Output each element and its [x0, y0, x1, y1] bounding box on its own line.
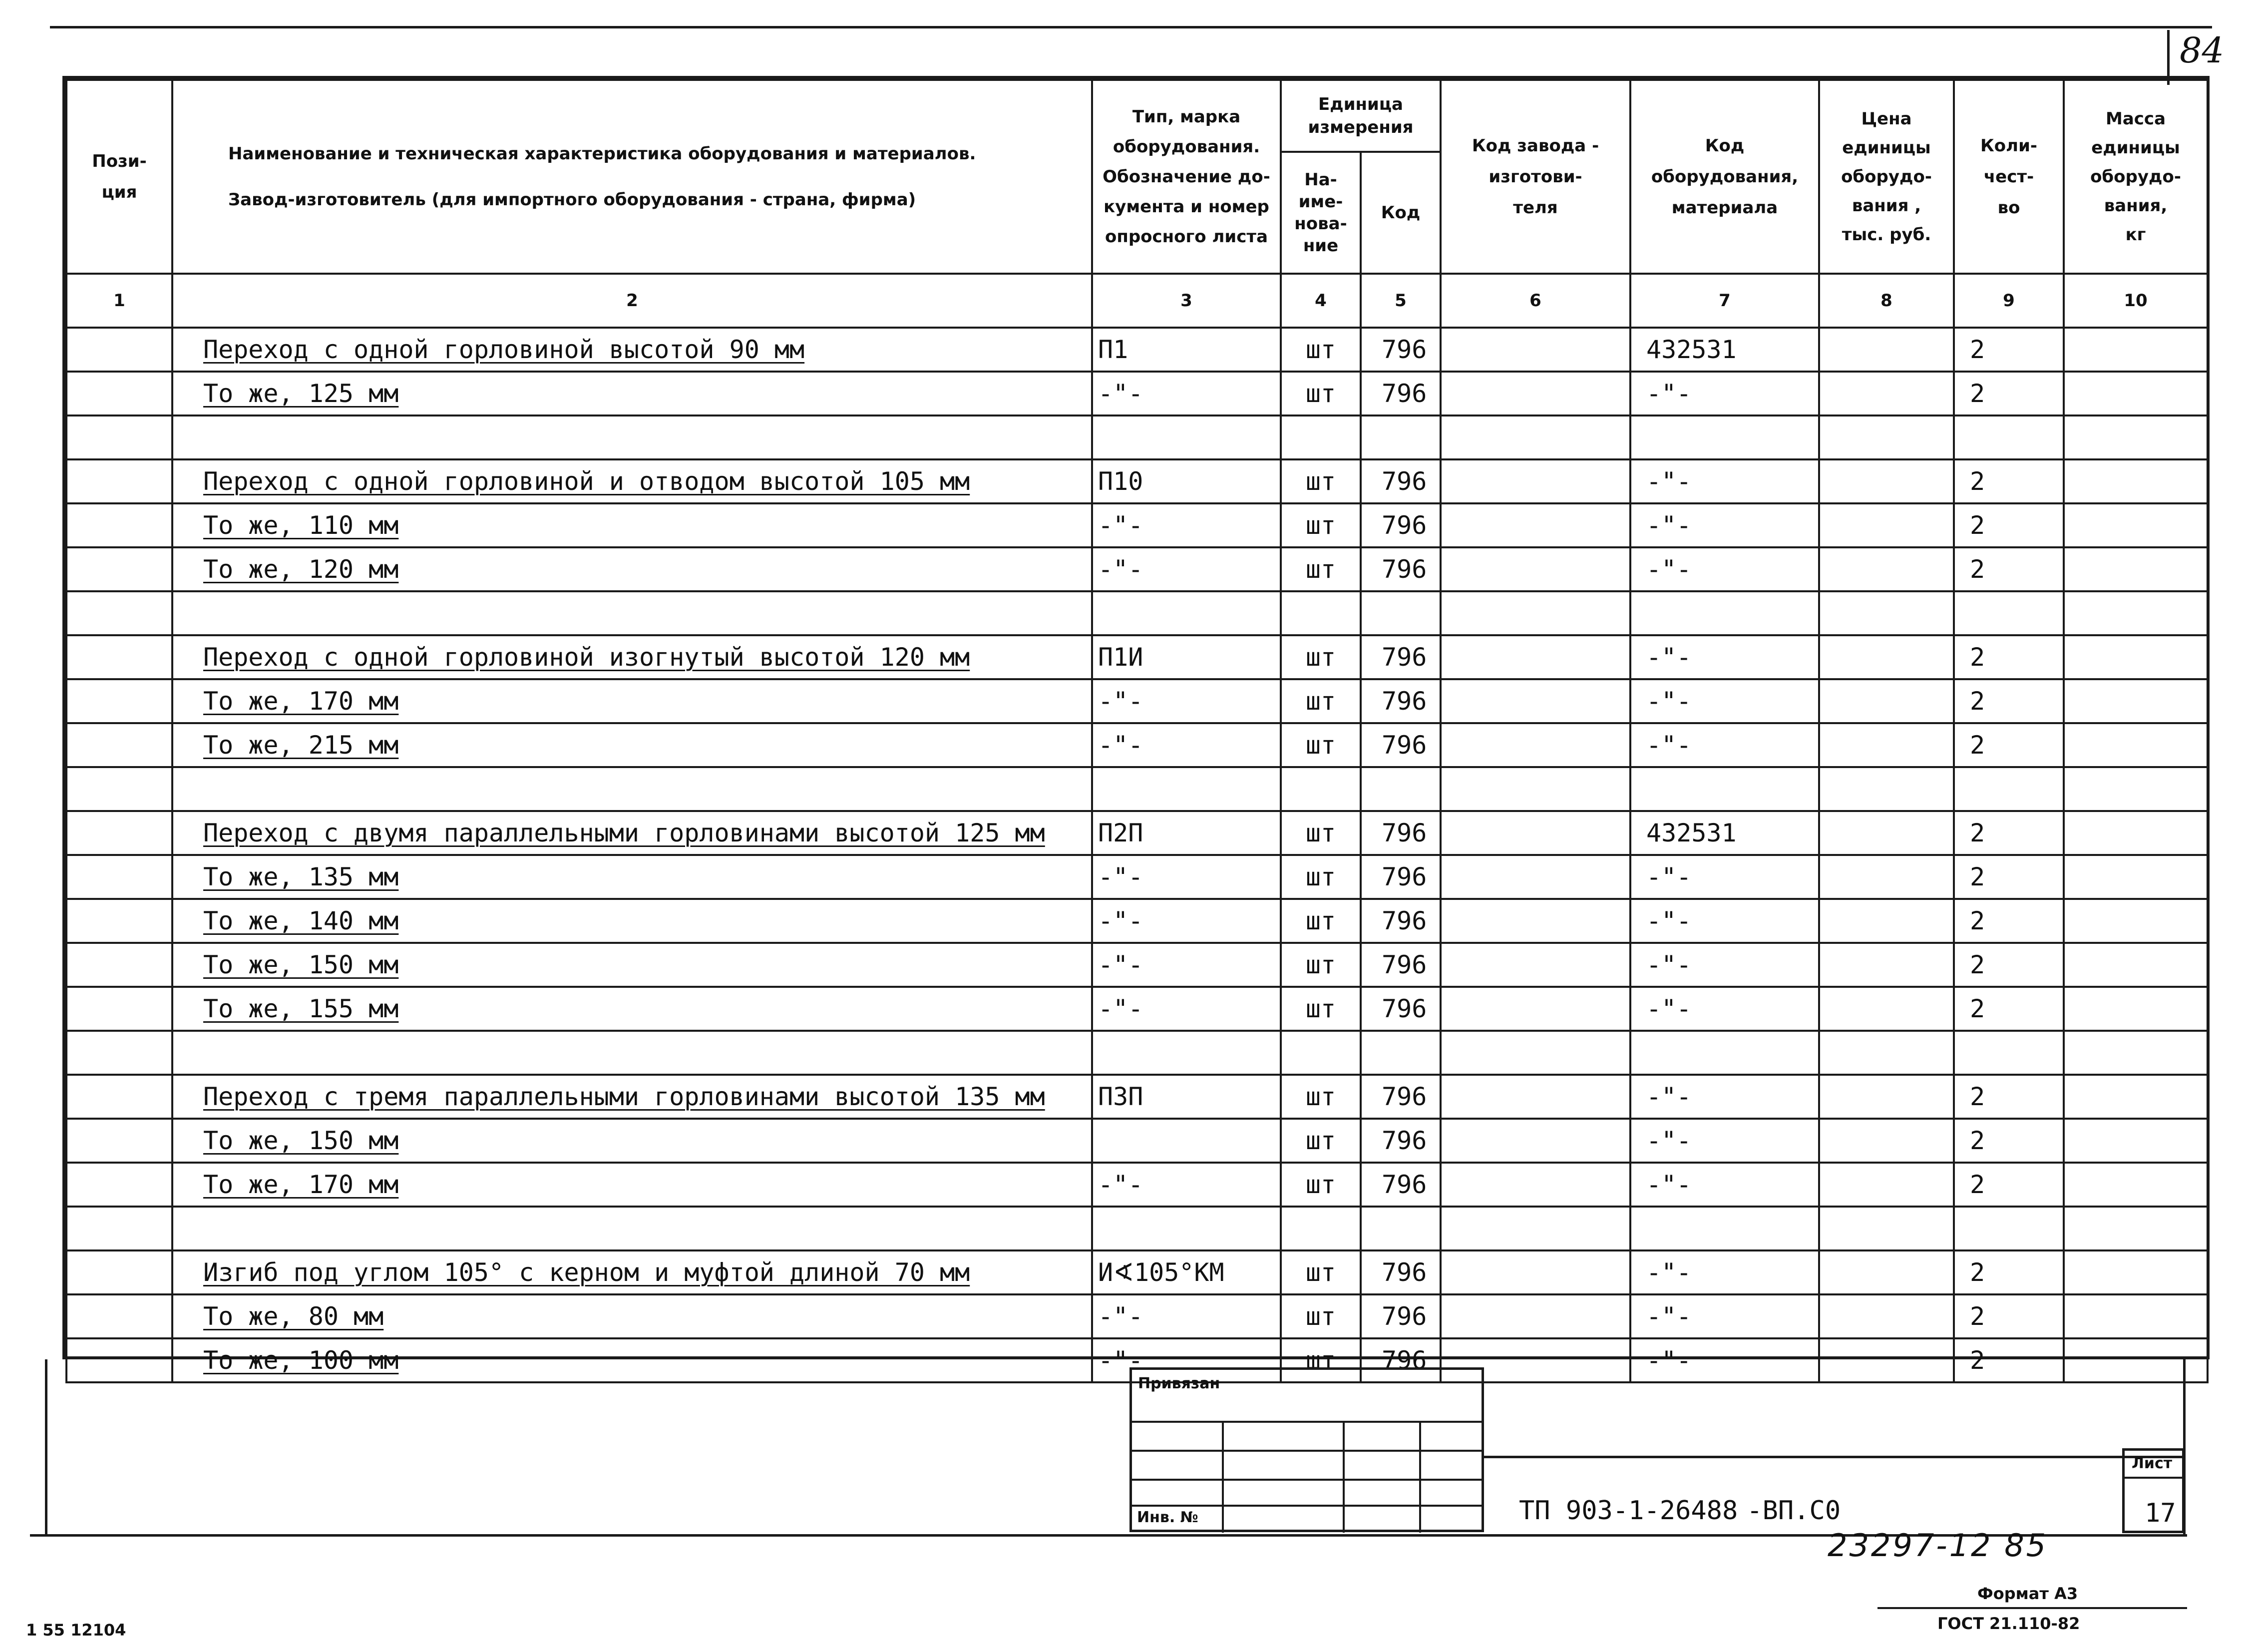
- cell-mass: [2064, 767, 2208, 811]
- cell-type: -"-: [1092, 1294, 1281, 1338]
- cell-quantity: 2: [1954, 1075, 2064, 1119]
- cell-maker-code: [1441, 1207, 1630, 1250]
- cell-type: П1: [1092, 328, 1281, 372]
- header-name: Наименование и техническая характеристика оборудования и материалов. Завод-изготовитель (для импортного оборудования - страна, фирма): [172, 80, 1092, 274]
- cell-name: То же, 150 мм: [172, 1119, 1092, 1163]
- cell-quantity: 2: [1954, 943, 2064, 987]
- cell-quantity: 2: [1954, 1250, 2064, 1294]
- cell-unit: шт: [1281, 943, 1361, 987]
- cell-unit-code: 796: [1361, 547, 1441, 591]
- cell-maker-code: [1441, 328, 1630, 372]
- header-unit-name: На- име- нова- ние: [1281, 152, 1361, 274]
- cell-unit: шт: [1281, 547, 1361, 591]
- cell-quantity: 2: [1954, 547, 2064, 591]
- table-row: [66, 635, 2208, 679]
- cell-price: [1819, 679, 1954, 723]
- cell-maker-code: [1441, 987, 1630, 1031]
- cell-unit: шт: [1281, 899, 1361, 943]
- cell-position: [66, 1250, 172, 1294]
- table-row: [66, 679, 2208, 723]
- cell-price: [1819, 723, 1954, 767]
- cell-type: [1092, 1207, 1281, 1250]
- cell-name: То же, 135 мм: [172, 855, 1092, 899]
- cell-type: [1092, 1031, 1281, 1075]
- cell-price: [1819, 503, 1954, 547]
- cell-type: -"-: [1092, 855, 1281, 899]
- sheet-number-box: [2122, 1448, 2185, 1533]
- cell-position: [66, 1207, 172, 1250]
- cell-quantity: 2: [1954, 899, 2064, 943]
- cell-unit: шт: [1281, 723, 1361, 767]
- cell-maker-code: [1441, 1031, 1630, 1075]
- cell-mass: [2064, 1250, 2208, 1294]
- cell-type: П10: [1092, 459, 1281, 503]
- cell-quantity: [1954, 767, 2064, 811]
- cell-name: То же, 80 мм: [172, 1294, 1092, 1338]
- cell-unit-code: 796: [1361, 1294, 1441, 1338]
- cell-mass: [2064, 899, 2208, 943]
- cell-maker-code: [1441, 1250, 1630, 1294]
- cell-unit-code: 796: [1361, 503, 1441, 547]
- cell-name: То же, 155 мм: [172, 987, 1092, 1031]
- cell-maker-code: [1441, 679, 1630, 723]
- cell-maker-code: [1441, 1075, 1630, 1119]
- cell-unit-code: 796: [1361, 1119, 1441, 1163]
- cell-type: -"-: [1092, 943, 1281, 987]
- cell-price: [1819, 547, 1954, 591]
- cell-price: [1819, 415, 1954, 459]
- table-row: [66, 459, 2208, 503]
- header-unit-code: Код: [1361, 152, 1441, 274]
- format-label: Формат А3: [1977, 1584, 2078, 1603]
- cell-unit: шт: [1281, 811, 1361, 855]
- cell-unit-code: [1361, 1031, 1441, 1075]
- cell-position: [66, 1294, 172, 1338]
- stamp-inventory-label: Инв. №: [1137, 1509, 1198, 1526]
- cell-name: То же, 110 мм: [172, 503, 1092, 547]
- blank-row: [66, 415, 2208, 459]
- cell-quantity: 2: [1954, 459, 2064, 503]
- cell-quantity: 2: [1954, 1338, 2064, 1382]
- cell-mass: [2064, 987, 2208, 1031]
- cell-unit: шт: [1281, 1075, 1361, 1119]
- cell-quantity: [1954, 415, 2064, 459]
- cell-position: [66, 415, 172, 459]
- cell-maker-code: [1441, 1163, 1630, 1207]
- table-row: [66, 1250, 2208, 1294]
- format-rule: [1877, 1607, 2187, 1609]
- cell-name: Переход с одной горловиной изогнутый высотой 120 мм: [172, 635, 1092, 679]
- cell-name: То же, 140 мм: [172, 899, 1092, 943]
- cell-unit: [1281, 767, 1361, 811]
- cell-quantity: [1954, 1207, 2064, 1250]
- cell-unit-code: 796: [1361, 679, 1441, 723]
- cell-type: -"-: [1092, 679, 1281, 723]
- cell-type: П2П: [1092, 811, 1281, 855]
- table-row: [66, 855, 2208, 899]
- cell-unit-code: [1361, 767, 1441, 811]
- header-mass: Масса единицы оборудо- вания, кг: [2064, 80, 2208, 274]
- cell-mass: [2064, 591, 2208, 635]
- cell-position: [66, 723, 172, 767]
- cell-unit-code: [1361, 415, 1441, 459]
- approval-stamp: [1129, 1367, 1484, 1532]
- cell-name: То же, 150 мм: [172, 943, 1092, 987]
- cell-unit-code: 796: [1361, 987, 1441, 1031]
- blank-row: [66, 1207, 2208, 1250]
- cell-unit: шт: [1281, 635, 1361, 679]
- cell-quantity: 2: [1954, 987, 2064, 1031]
- cell-maker-code: [1441, 767, 1630, 811]
- cell-mass: [2064, 723, 2208, 767]
- table-row: [66, 987, 2208, 1031]
- cell-quantity: 2: [1954, 723, 2064, 767]
- cell-name: Переход с одной горловиной высотой 90 мм: [172, 328, 1092, 372]
- cell-quantity: 2: [1954, 503, 2064, 547]
- cell-unit-code: 796: [1361, 811, 1441, 855]
- cell-equipment-code: -"-: [1630, 547, 1819, 591]
- cell-maker-code: [1441, 723, 1630, 767]
- cell-unit-code: 796: [1361, 635, 1441, 679]
- cell-price: [1819, 459, 1954, 503]
- cell-price: [1819, 1338, 1954, 1382]
- cell-type: -"-: [1092, 503, 1281, 547]
- cell-maker-code: [1441, 372, 1630, 415]
- cell-mass: [2064, 811, 2208, 855]
- cell-price: [1819, 635, 1954, 679]
- cell-type: -"-: [1092, 899, 1281, 943]
- cell-mass: [2064, 1075, 2208, 1119]
- cell-equipment-code: -"-: [1630, 1075, 1819, 1119]
- cell-name: То же, 100 мм: [172, 1338, 1092, 1382]
- cell-mass: [2064, 547, 2208, 591]
- cell-name: Изгиб под углом 105° с керном и муфтой длиной 70 мм: [172, 1250, 1092, 1294]
- cell-name: [172, 1031, 1092, 1075]
- cell-type: П1И: [1092, 635, 1281, 679]
- cell-maker-code: [1441, 855, 1630, 899]
- cell-mass: [2064, 1163, 2208, 1207]
- cell-price: [1819, 328, 1954, 372]
- page-number: 84: [2167, 30, 2230, 85]
- cell-name: То же, 215 мм: [172, 723, 1092, 767]
- cell-position: [66, 811, 172, 855]
- cell-position: [66, 372, 172, 415]
- handwritten-number: 23297-12 85: [1828, 1527, 2048, 1564]
- specification-table: [62, 76, 2210, 1375]
- cell-equipment-code: -"-: [1630, 1163, 1819, 1207]
- cell-equipment-code: [1630, 1031, 1819, 1075]
- cell-price: [1819, 1031, 1954, 1075]
- cell-position: [66, 1075, 172, 1119]
- cell-unit: [1281, 1207, 1361, 1250]
- cell-name: Переход с тремя параллельными горловинами высотой 135 мм: [172, 1075, 1092, 1119]
- cell-unit: шт: [1281, 1250, 1361, 1294]
- cell-type: -"-: [1092, 547, 1281, 591]
- cell-price: [1819, 1250, 1954, 1294]
- cell-quantity: 2: [1954, 1294, 2064, 1338]
- table-row: [66, 811, 2208, 855]
- cell-mass: [2064, 1207, 2208, 1250]
- cell-mass: [2064, 459, 2208, 503]
- cell-type: И∢105°КМ: [1092, 1250, 1281, 1294]
- cell-unit: шт: [1281, 372, 1361, 415]
- cell-price: [1819, 1119, 1954, 1163]
- cell-equipment-code: -"-: [1630, 635, 1819, 679]
- table-row: [66, 328, 2208, 372]
- cell-quantity: [1954, 1031, 2064, 1075]
- cell-position: [66, 1338, 172, 1382]
- cell-position: [66, 943, 172, 987]
- cell-unit: шт: [1281, 1338, 1361, 1382]
- cell-type: [1092, 767, 1281, 811]
- blank-row: [66, 591, 2208, 635]
- cell-position: [66, 1119, 172, 1163]
- cell-name: [172, 767, 1092, 811]
- table-row: [66, 899, 2208, 943]
- cell-unit-code: [1361, 591, 1441, 635]
- cell-price: [1819, 855, 1954, 899]
- cell-mass: [2064, 1031, 2208, 1075]
- table-row: [66, 547, 2208, 591]
- cell-position: [66, 591, 172, 635]
- cell-maker-code: [1441, 635, 1630, 679]
- cell-unit: шт: [1281, 459, 1361, 503]
- cell-equipment-code: -"-: [1630, 503, 1819, 547]
- cell-maker-code: [1441, 899, 1630, 943]
- cell-quantity: [1954, 591, 2064, 635]
- cell-equipment-code: -"-: [1630, 1250, 1819, 1294]
- cell-equipment-code: [1630, 591, 1819, 635]
- table-row: [66, 503, 2208, 547]
- cell-type: -"-: [1092, 987, 1281, 1031]
- table-row: [66, 1075, 2208, 1119]
- cell-position: [66, 503, 172, 547]
- cell-price: [1819, 811, 1954, 855]
- cell-maker-code: [1441, 503, 1630, 547]
- cell-mass: [2064, 328, 2208, 372]
- cell-unit: [1281, 415, 1361, 459]
- cell-unit: шт: [1281, 328, 1361, 372]
- cell-price: [1819, 1163, 1954, 1207]
- cell-equipment-code: -"-: [1630, 987, 1819, 1031]
- cell-price: [1819, 943, 1954, 987]
- header-equipment-code: Код оборудования, материала: [1630, 80, 1819, 274]
- cell-type: -"-: [1092, 1338, 1281, 1382]
- cell-unit-code: 796: [1361, 723, 1441, 767]
- cell-quantity: 2: [1954, 1163, 2064, 1207]
- header-quantity: Коли- чест- во: [1954, 80, 2064, 274]
- cell-name: [172, 591, 1092, 635]
- table-row: [66, 723, 2208, 767]
- cell-mass: [2064, 415, 2208, 459]
- title-block: [1484, 1456, 2183, 1533]
- cell-type: -"-: [1092, 1163, 1281, 1207]
- cell-name: [172, 415, 1092, 459]
- frame-left-bottom: [45, 1359, 47, 1537]
- cell-type: [1092, 1119, 1281, 1163]
- cell-name: То же, 120 мм: [172, 547, 1092, 591]
- cell-maker-code: [1441, 591, 1630, 635]
- bottom-left-code: 1 55 12104: [26, 1621, 126, 1640]
- cell-quantity: 2: [1954, 679, 2064, 723]
- cell-equipment-code: [1630, 1207, 1819, 1250]
- cell-price: [1819, 987, 1954, 1031]
- gost-label: ГОСТ 21.110-82: [1937, 1614, 2080, 1633]
- cell-unit: шт: [1281, 1163, 1361, 1207]
- cell-mass: [2064, 503, 2208, 547]
- cell-price: [1819, 591, 1954, 635]
- cell-name: То же, 170 мм: [172, 1163, 1092, 1207]
- cell-price: [1819, 1207, 1954, 1250]
- cell-type: [1092, 591, 1281, 635]
- cell-unit: [1281, 591, 1361, 635]
- header-maker-code: Код завода - изготови- теля: [1441, 80, 1630, 274]
- cell-maker-code: [1441, 1119, 1630, 1163]
- cell-unit: шт: [1281, 1119, 1361, 1163]
- cell-maker-code: [1441, 415, 1630, 459]
- cell-position: [66, 1031, 172, 1075]
- cell-unit-code: 796: [1361, 328, 1441, 372]
- cell-price: [1819, 1075, 1954, 1119]
- cell-quantity: 2: [1954, 328, 2064, 372]
- cell-equipment-code: -"-: [1630, 1119, 1819, 1163]
- cell-unit: [1281, 1031, 1361, 1075]
- table-row: [66, 1163, 2208, 1207]
- cell-name: То же, 170 мм: [172, 679, 1092, 723]
- table-row: [66, 1294, 2208, 1338]
- top-rule: [50, 26, 2212, 28]
- cell-position: [66, 1163, 172, 1207]
- cell-mass: [2064, 943, 2208, 987]
- sheet-label: Лист: [2132, 1455, 2173, 1472]
- cell-equipment-code: -"-: [1630, 943, 1819, 987]
- cell-quantity: 2: [1954, 635, 2064, 679]
- cell-name: То же, 125 мм: [172, 372, 1092, 415]
- cell-name: Переход с двумя параллельными горловинами высотой 125 мм: [172, 811, 1092, 855]
- stamp-linked-label: Привязан: [1138, 1375, 1220, 1392]
- cell-type: [1092, 415, 1281, 459]
- cell-unit-code: 796: [1361, 899, 1441, 943]
- cell-unit: шт: [1281, 503, 1361, 547]
- header-position: Пози- ция: [66, 80, 172, 274]
- cell-equipment-code: -"-: [1630, 459, 1819, 503]
- cell-maker-code: [1441, 943, 1630, 987]
- column-number-row: 1 2 3 4 5 6 7 8 9 10: [66, 274, 2208, 328]
- cell-mass: [2064, 1119, 2208, 1163]
- cell-equipment-code: -"-: [1630, 855, 1819, 899]
- cell-unit-code: 796: [1361, 459, 1441, 503]
- cell-type: -"-: [1092, 723, 1281, 767]
- sheet-number: 17: [2145, 1498, 2176, 1528]
- cell-unit: шт: [1281, 1294, 1361, 1338]
- cell-position: [66, 899, 172, 943]
- cell-position: [66, 459, 172, 503]
- cell-unit-code: 796: [1361, 1075, 1441, 1119]
- header-price: Цена единицы оборудо- вания , тыс. руб.: [1819, 80, 1954, 274]
- cell-price: [1819, 767, 1954, 811]
- cell-mass: [2064, 679, 2208, 723]
- cell-maker-code: [1441, 459, 1630, 503]
- cell-unit: шт: [1281, 679, 1361, 723]
- cell-name: Переход с одной горловиной и отводом высотой 105 мм: [172, 459, 1092, 503]
- cell-position: [66, 635, 172, 679]
- cell-position: [66, 987, 172, 1031]
- cell-quantity: 2: [1954, 855, 2064, 899]
- cell-maker-code: [1441, 547, 1630, 591]
- blank-row: [66, 767, 2208, 811]
- cell-mass: [2064, 1338, 2208, 1382]
- table-row: [66, 1119, 2208, 1163]
- cell-maker-code: [1441, 811, 1630, 855]
- cell-unit-code: 796: [1361, 1338, 1441, 1382]
- cell-equipment-code: -"-: [1630, 372, 1819, 415]
- cell-equipment-code: [1630, 767, 1819, 811]
- cell-equipment-code: 432531: [1630, 328, 1819, 372]
- cell-price: [1819, 899, 1954, 943]
- blank-row: [66, 1031, 2208, 1075]
- cell-unit-code: 796: [1361, 1250, 1441, 1294]
- cell-quantity: 2: [1954, 1119, 2064, 1163]
- cell-mass: [2064, 372, 2208, 415]
- cell-unit-code: 796: [1361, 855, 1441, 899]
- table-row: [66, 372, 2208, 415]
- cell-mass: [2064, 1294, 2208, 1338]
- cell-unit-code: 796: [1361, 372, 1441, 415]
- cell-position: [66, 328, 172, 372]
- cell-equipment-code: -"-: [1630, 1294, 1819, 1338]
- header-unit: Единица измерения: [1281, 80, 1441, 152]
- cell-equipment-code: [1630, 415, 1819, 459]
- cell-type: -"-: [1092, 372, 1281, 415]
- cell-unit-code: [1361, 1207, 1441, 1250]
- cell-equipment-code: -"-: [1630, 899, 1819, 943]
- cell-equipment-code: -"-: [1630, 1338, 1819, 1382]
- cell-mass: [2064, 635, 2208, 679]
- cell-price: [1819, 1294, 1954, 1338]
- cell-equipment-code: -"-: [1630, 679, 1819, 723]
- cell-type: П3П: [1092, 1075, 1281, 1119]
- cell-mass: [2064, 855, 2208, 899]
- cell-position: [66, 679, 172, 723]
- cell-unit: шт: [1281, 987, 1361, 1031]
- cell-position: [66, 855, 172, 899]
- cell-quantity: 2: [1954, 372, 2064, 415]
- cell-equipment-code: 432531: [1630, 811, 1819, 855]
- cell-name: [172, 1207, 1092, 1250]
- cell-quantity: 2: [1954, 811, 2064, 855]
- cell-price: [1819, 372, 1954, 415]
- cell-position: [66, 547, 172, 591]
- header-type: Тип, марка оборудования. Обозначение до- кумента и номер опросного листа: [1092, 80, 1281, 274]
- cell-unit-code: 796: [1361, 1163, 1441, 1207]
- cell-position: [66, 767, 172, 811]
- cell-equipment-code: -"-: [1630, 723, 1819, 767]
- table-row: [66, 943, 2208, 987]
- cell-maker-code: [1441, 1294, 1630, 1338]
- cell-unit-code: 796: [1361, 943, 1441, 987]
- document-code: ТП 903-1-26488 -ВП.С0: [1519, 1496, 1841, 1526]
- cell-unit: шт: [1281, 855, 1361, 899]
